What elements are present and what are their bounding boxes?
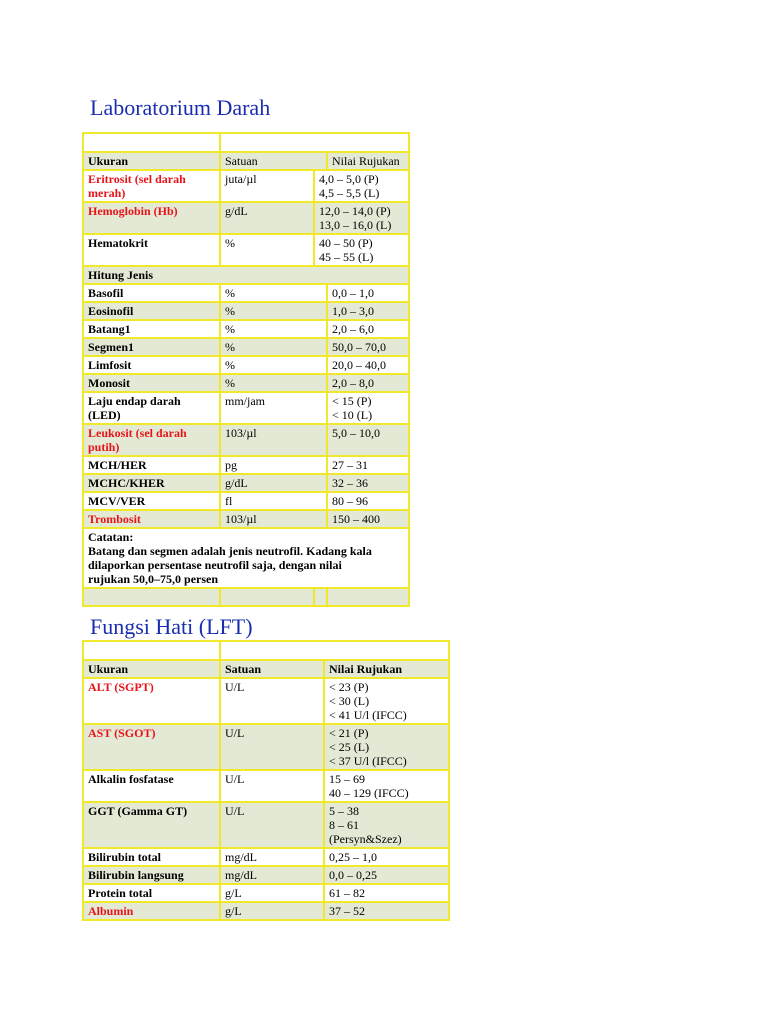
reference-cell (327, 374, 409, 392)
reference-value: < 41 U/l (IFCC) (329, 708, 407, 722)
table-row (83, 392, 409, 424)
reference-value: 2,0 – 6,0 (332, 322, 374, 336)
empty-cell (220, 641, 449, 660)
reference-cell (327, 392, 409, 424)
empty-cell (83, 641, 220, 660)
measure-cell: MCH/HER (83, 456, 220, 474)
header-cell: Satuan (220, 660, 324, 678)
measure-cell: Albumin (83, 902, 220, 920)
table-row (83, 770, 449, 802)
header-cell: Nilai Rujukan (327, 152, 409, 170)
measure-cell: Eritrosit (sel darah merah) (83, 170, 220, 202)
blood-lab-table (82, 132, 410, 607)
table-row (83, 866, 449, 884)
empty-cell (220, 133, 409, 152)
reference-value: 15 – 69 (329, 772, 365, 786)
measure-cell: GGT (Gamma GT) (83, 802, 220, 848)
table-row (83, 456, 409, 474)
reference-cell (324, 678, 449, 724)
table-row (83, 492, 409, 510)
measure-cell: Alkalin fosfatase (83, 770, 220, 802)
measure-cell: Leukosit (sel darah putih) (83, 424, 220, 456)
reference-value: 2,0 – 8,0 (332, 376, 374, 390)
reference-cell (314, 202, 409, 234)
table-row (83, 266, 409, 284)
reference-value: 40 – 129 (IFCC) (329, 786, 409, 800)
empty-cell (314, 588, 327, 606)
reference-value: < 21 (P) (329, 726, 369, 740)
reference-cell (324, 770, 449, 802)
measure-cell: Hematokrit (83, 234, 220, 266)
reference-value: 0,0 – 1,0 (332, 286, 374, 300)
unit-cell: juta/µl (220, 170, 314, 202)
measure-cell: Eosinofil (83, 302, 220, 320)
table-row (83, 902, 449, 920)
reference-value: 1,0 – 3,0 (332, 304, 374, 318)
measure-cell: Monosit (83, 374, 220, 392)
reference-cell (327, 302, 409, 320)
reference-cell (324, 802, 449, 848)
table-row (83, 356, 409, 374)
empty-cell (83, 588, 220, 606)
reference-cell (327, 284, 409, 302)
measure-cell: MCV/VER (83, 492, 220, 510)
measure-cell: Bilirubin total (83, 848, 220, 866)
reference-value: 4,5 – 5,5 (L) (319, 186, 380, 200)
table-row (83, 338, 409, 356)
reference-cell (324, 724, 449, 770)
table-row (83, 802, 449, 848)
unit-cell: % (220, 302, 327, 320)
reference-cell (314, 170, 409, 202)
reference-cell (327, 492, 409, 510)
empty-cell (327, 588, 409, 606)
liver-function-title: Fungsi Hati (LFT) (90, 614, 253, 639)
table-row (83, 234, 409, 266)
reference-value: < 30 (L) (329, 694, 370, 708)
table-row (83, 202, 409, 234)
table-row (83, 133, 409, 152)
note-label: Catatan: (88, 530, 134, 544)
unit-cell: U/L (220, 724, 324, 770)
table-row (83, 678, 449, 724)
reference-cell (324, 884, 449, 902)
reference-cell (327, 424, 409, 456)
reference-cell (327, 356, 409, 374)
unit-cell: % (220, 374, 327, 392)
unit-cell: % (220, 234, 314, 266)
table-row (83, 528, 409, 588)
reference-value: 0,25 – 1,0 (329, 850, 377, 864)
reference-cell (327, 510, 409, 528)
reference-value: 50,0 – 70,0 (332, 340, 386, 354)
unit-cell: mg/dL (220, 866, 324, 884)
reference-cell (324, 866, 449, 884)
reference-value: 5,0 – 10,0 (332, 426, 380, 440)
reference-value: 0,0 – 0,25 (329, 868, 377, 882)
table-row (83, 474, 409, 492)
unit-cell: U/L (220, 802, 324, 848)
reference-cell (327, 338, 409, 356)
note-text: Batang dan segmen adalah jenis neutrofil. Kadang kala (88, 544, 372, 558)
unit-cell: 103/µl (220, 424, 327, 456)
header-cell: Ukuran (83, 152, 220, 170)
reference-value: (Persyn&Szez) (329, 832, 402, 846)
table-row (83, 641, 449, 660)
reference-value: < 15 (P) (332, 394, 372, 408)
note-cell (83, 528, 409, 588)
reference-value: 32 – 36 (332, 476, 368, 490)
table-row (83, 424, 409, 456)
table-row (83, 320, 409, 338)
header-cell: Nilai Rujukan (324, 660, 449, 678)
table-row (83, 284, 409, 302)
empty-cell (220, 588, 314, 606)
note-text: dilaporkan persentase neutrofil saja, dengan nilai (88, 558, 342, 572)
reference-value: 45 – 55 (L) (319, 250, 374, 264)
reference-cell (324, 848, 449, 866)
measure-cell: MCHC/KHER (83, 474, 220, 492)
table-row (83, 302, 409, 320)
reference-cell (327, 320, 409, 338)
measure-cell: ALT (SGPT) (83, 678, 220, 724)
measure-cell: Protein total (83, 884, 220, 902)
table-row (83, 152, 409, 170)
reference-value: 8 – 61 (329, 818, 359, 832)
reference-value: 13,0 – 16,0 (L) (319, 218, 392, 232)
unit-cell: g/dL (220, 474, 327, 492)
unit-cell: % (220, 320, 327, 338)
table-row (83, 170, 409, 202)
reference-value: 5 – 38 (329, 804, 359, 818)
unit-cell: 103/µl (220, 510, 327, 528)
blood-lab-title: Laboratorium Darah (90, 95, 271, 120)
reference-value: < 25 (L) (329, 740, 370, 754)
measure-cell: Segmen1 (83, 338, 220, 356)
liver-function-table (82, 640, 450, 921)
reference-cell (327, 456, 409, 474)
unit-cell: g/dL (220, 202, 314, 234)
reference-cell (327, 474, 409, 492)
table-row (83, 374, 409, 392)
unit-cell: U/L (220, 678, 324, 724)
reference-cell (314, 234, 409, 266)
measure-cell: AST (SGOT) (83, 724, 220, 770)
table-row (83, 724, 449, 770)
measure-cell: Laju endap darah (LED) (83, 392, 220, 424)
reference-value: 40 – 50 (P) (319, 236, 373, 250)
reference-value: 20,0 – 40,0 (332, 358, 386, 372)
measure-cell: Limfosit (83, 356, 220, 374)
unit-cell: % (220, 356, 327, 374)
unit-cell: g/L (220, 902, 324, 920)
reference-cell (324, 902, 449, 920)
header-cell: Ukuran (83, 660, 220, 678)
unit-cell: g/L (220, 884, 324, 902)
reference-value: 150 – 400 (332, 512, 380, 526)
measure-cell: Trombosit (83, 510, 220, 528)
reference-value: 12,0 – 14,0 (P) (319, 204, 391, 218)
measure-cell: Batang1 (83, 320, 220, 338)
reference-value: 27 – 31 (332, 458, 368, 472)
table-row (83, 510, 409, 528)
reference-value: < 37 U/l (IFCC) (329, 754, 407, 768)
header-cell: Satuan (220, 152, 327, 170)
measure-cell: Basofil (83, 284, 220, 302)
reference-value: 80 – 96 (332, 494, 368, 508)
unit-cell: pg (220, 456, 327, 474)
table-row (83, 588, 409, 606)
empty-cell (83, 133, 220, 152)
unit-cell: % (220, 284, 327, 302)
unit-cell: fl (220, 492, 327, 510)
reference-value: 37 – 52 (329, 904, 365, 918)
unit-cell: % (220, 338, 327, 356)
measure-cell: Bilirubin langsung (83, 866, 220, 884)
section-label: Hitung Jenis (83, 266, 409, 284)
note-text: rujukan 50,0–75,0 persen (88, 572, 219, 586)
unit-cell: U/L (220, 770, 324, 802)
unit-cell: mm/jam (220, 392, 327, 424)
reference-value: < 23 (P) (329, 680, 369, 694)
table-row (83, 660, 449, 678)
table-row (83, 884, 449, 902)
reference-value: 61 – 82 (329, 886, 365, 900)
measure-cell: Hemoglobin (Hb) (83, 202, 220, 234)
reference-value: 4,0 – 5,0 (P) (319, 172, 379, 186)
table-row (83, 848, 449, 866)
unit-cell: mg/dL (220, 848, 324, 866)
reference-value: < 10 (L) (332, 408, 373, 422)
